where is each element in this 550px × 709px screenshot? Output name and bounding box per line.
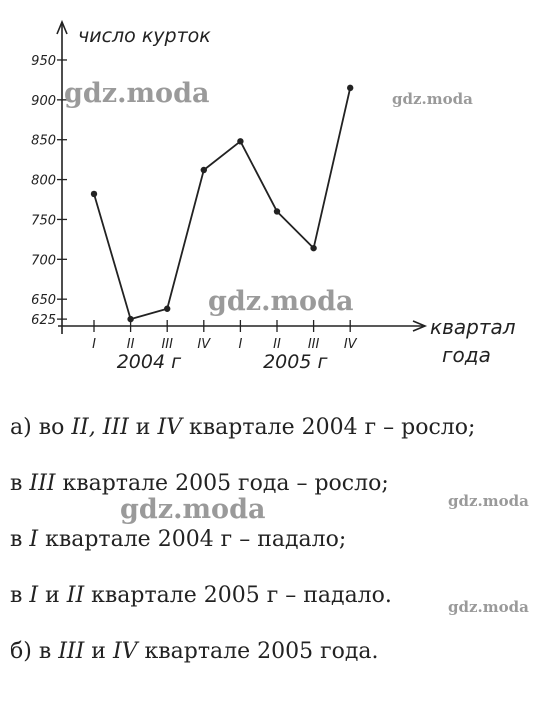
answer-roman: III — [58, 639, 85, 664]
data-point — [164, 306, 170, 312]
watermark: gdz.moda — [448, 598, 529, 616]
answer-roman: IV — [157, 415, 183, 440]
answer-line — [10, 410, 540, 466]
answer-line — [10, 634, 540, 690]
x-tick-label: I — [92, 337, 96, 352]
x-tick-label: I — [238, 337, 243, 352]
x-axis-label: квартал — [430, 315, 516, 339]
answer-line — [10, 522, 540, 578]
answer-text: квартале 2004 г – росло; — [182, 415, 476, 440]
x-tick-label: III — [307, 337, 320, 352]
answer-text: квартале 2005 г – падало. — [84, 583, 392, 608]
y-axis-label: число курток — [78, 25, 211, 47]
x-tick-label: II — [273, 337, 281, 352]
answer-text: и — [128, 415, 158, 440]
answer-text: в — [10, 583, 30, 608]
x-tick-label: II — [126, 337, 135, 352]
y-tick-label: 625 — [31, 313, 56, 329]
data-point — [347, 85, 353, 91]
watermark: gdz.moda — [448, 492, 529, 510]
series-line — [94, 88, 350, 319]
watermark: gdz.moda — [392, 90, 473, 108]
answer-text: квартале 2004 г – падало; — [38, 527, 347, 552]
data-point — [310, 245, 316, 251]
answer-text: квартале 2005 года – росло; — [55, 471, 389, 496]
answer-line — [10, 466, 540, 522]
answer-text: и — [84, 639, 113, 664]
watermark: gdz.moda — [64, 78, 210, 109]
year-label: 2005 г — [263, 351, 328, 373]
data-point — [91, 191, 97, 197]
y-tick-label: 700 — [31, 253, 56, 269]
answer-roman: II, III — [71, 415, 129, 440]
year-label: 2004 г — [116, 351, 182, 373]
x-tick-label: IV — [197, 337, 211, 352]
answer-roman: III — [29, 471, 56, 496]
answer-line — [10, 578, 540, 634]
y-tick-label: 950 — [31, 53, 56, 69]
x-axis-label: года — [442, 343, 491, 367]
answer-text: квартале 2005 года. — [137, 639, 379, 664]
x-tick-label: III — [161, 337, 173, 352]
y-tick-label: 650 — [31, 293, 56, 309]
y-tick-label: 900 — [31, 93, 56, 109]
data-point — [127, 316, 133, 322]
answer-text: б) в — [10, 639, 59, 664]
data-point — [201, 167, 207, 173]
answer-roman: II — [66, 583, 85, 608]
answer-text: в — [10, 471, 30, 496]
watermark: gdz.moda — [120, 494, 266, 525]
data-point — [274, 208, 280, 214]
watermark: gdz.moda — [208, 286, 354, 317]
answer-text: и — [38, 583, 67, 608]
answer-roman: IV — [112, 639, 138, 664]
answer-text: в — [10, 527, 30, 552]
answer-block — [10, 410, 540, 690]
answer-text: а) во — [10, 415, 72, 440]
x-tick-label: IV — [343, 337, 357, 352]
answer-roman: I — [29, 527, 39, 552]
y-tick-label: 850 — [31, 133, 56, 149]
y-tick-label: 750 — [31, 213, 56, 229]
y-tick-label: 800 — [31, 173, 56, 189]
data-point — [237, 138, 243, 144]
answer-roman: I — [29, 583, 39, 608]
